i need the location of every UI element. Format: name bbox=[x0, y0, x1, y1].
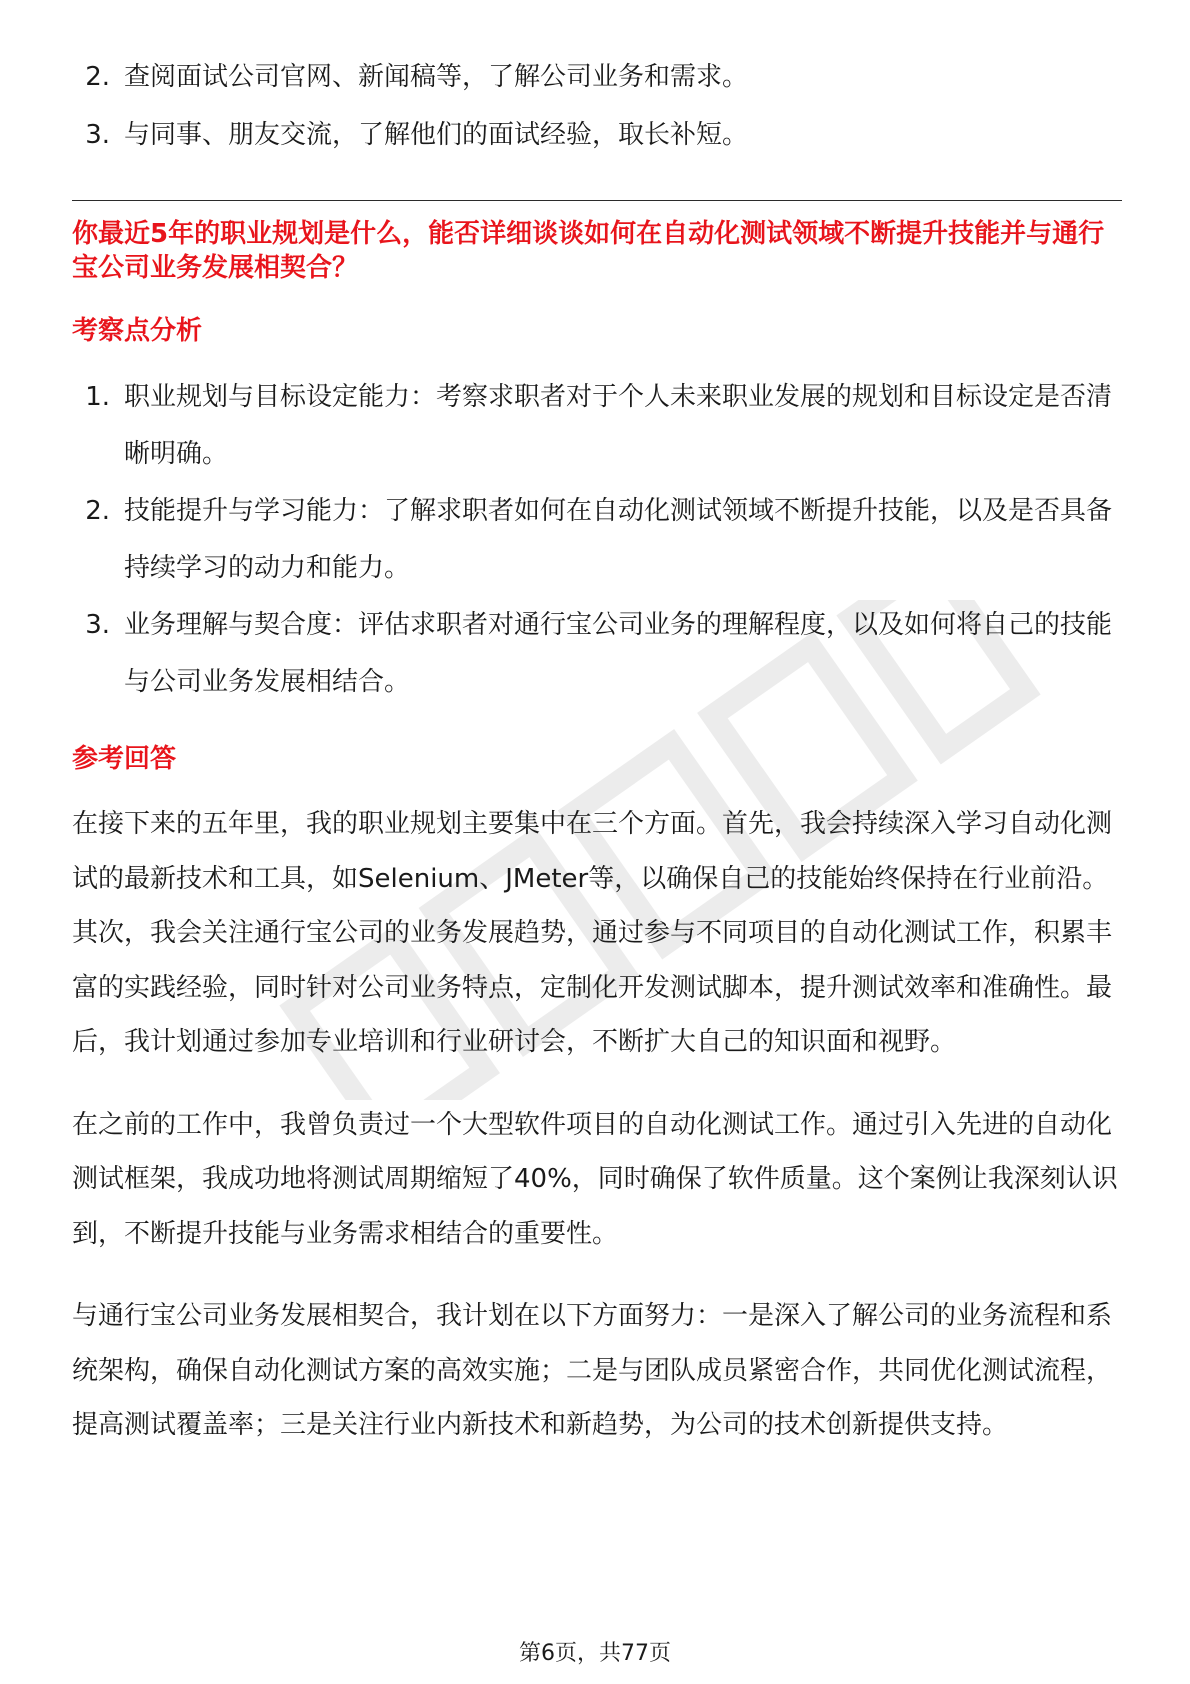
continued-list bbox=[72, 48, 1122, 164]
answer-paragraph: 在接下来的五年里，我的职业规划主要集中在三个方面。首先，我会持续深入学习自动化测试的最新技术和工具，如Selenium、JMeter等，以确保自己的技能始终保持在行业前沿。其次，我会关注通行宝公司的业务发展趋势，通过参与不同项目的自动化测试工作，积累丰富的实践经验，同时针对公司业务特点，定制化开发测试脚本，提升测试效率和准确性。最后，我计划通过参加专业培训和行业研讨会，不断扩大自己的知识面和视野。 bbox=[72, 809, 1113, 1057]
list-item bbox=[72, 106, 1122, 164]
list-text: 技能提升与学习能力：了解求职者如何在自动化测试领域不断提升技能，以及是否具备持续学习的动力和能力。 bbox=[124, 496, 1113, 583]
list-item bbox=[72, 369, 1122, 483]
page-number-footer: 第6页，共77页 bbox=[519, 1641, 671, 1666]
list-text: 业务理解与契合度：评估求职者对通行宝公司业务的理解程度，以及如何将自己的技能与公司业务发展相结合。 bbox=[124, 610, 1113, 697]
analysis-heading: 考察点分析 bbox=[72, 316, 203, 346]
interview-question: 你最近5年的职业规划是什么，能否详细谈谈如何在自动化测试领域不断提升技能并与通行宝公司业务发展相契合？ bbox=[72, 219, 1105, 283]
list-item bbox=[72, 597, 1122, 711]
list-text: 职业规划与目标设定能力：考察求职者对于个人未来职业发展的规划和目标设定是否清晰明确。 bbox=[124, 382, 1113, 469]
analysis-list bbox=[72, 369, 1122, 711]
list-text: 查阅面试公司官网、新闻稿等，了解公司业务和需求。 bbox=[124, 62, 749, 92]
answer-paragraph: 在之前的工作中，我曾负责过一个大型软件项目的自动化测试工作。通过引入先进的自动化测试框架，我成功地将测试周期缩短了40%，同时确保了软件质量。这个案例让我深刻认识到，不断提升技能与业务需求相结合的重要性。 bbox=[72, 1109, 1118, 1249]
list-number: 1. bbox=[85, 382, 110, 412]
answer-heading: 参考回答 bbox=[72, 744, 177, 774]
list-item bbox=[72, 48, 1122, 106]
list-number: 3. bbox=[85, 120, 110, 150]
list-item bbox=[72, 483, 1122, 597]
section-divider bbox=[72, 200, 1122, 201]
list-number: 2. bbox=[85, 62, 110, 92]
list-number: 2. bbox=[85, 496, 110, 526]
list-text: 与同事、朋友交流，了解他们的面试经验，取长补短。 bbox=[124, 120, 749, 150]
answer-paragraph: 与通行宝公司业务发展相契合，我计划在以下方面努力：一是深入了解公司的业务流程和系统架构，确保自动化测试方案的高效实施；二是与团队成员紧密合作，共同优化测试流程，提高测试覆盖率；三是关注行业内新技术和新趋势，为公司的技术创新提供支持。 bbox=[72, 1301, 1113, 1440]
list-number: 3. bbox=[85, 610, 110, 640]
page-content bbox=[72, 48, 1122, 1481]
